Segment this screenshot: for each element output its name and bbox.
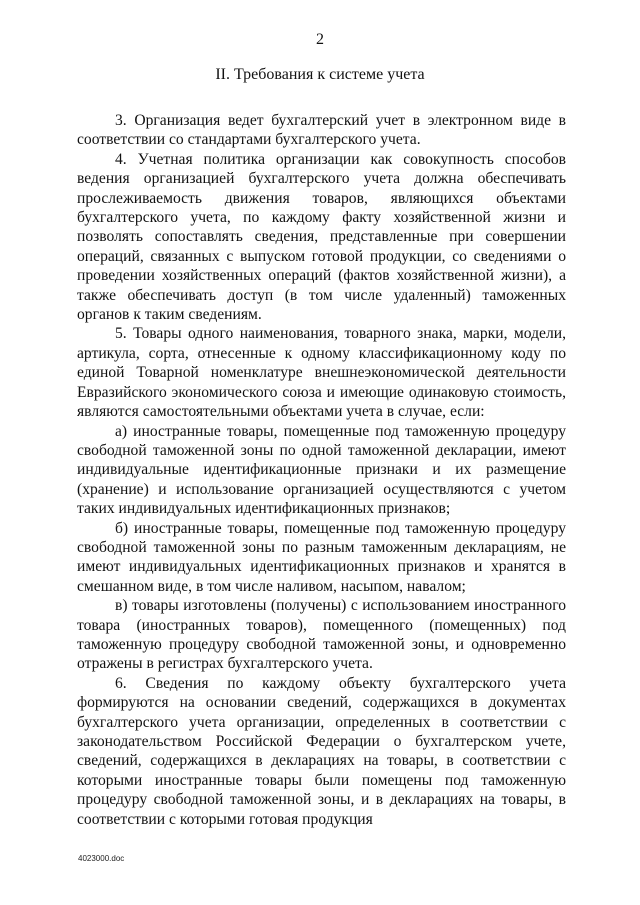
page-number: 2 (316, 31, 324, 48)
paragraph-5: 5. Товары одного наименования, товарного знака, марки, модели, артикула, сорта, отнесенные к одному классификационному коду по единой Товарной номенклатуре внешнеэкономической деятельности Евразийского экономического союза и имеющие одинаковую стоимость, являются самостоятельными объектами учета в случае, если: (77, 325, 566, 421)
paragraph-6: 6. Сведения по каждому объекту бухгалтерского учета формируются на основании сведений, содержащихся в документах бухгалтерского учета организации, определенных в соответствии с законодательством Российской Федерации о бухгалтерском учете, сведений, содержащихся в декларациях на товары, в соответствии с которыми иностранные товары были помещены под таможенную процедуру свободной таможенной зоны, и в декларациях на товары, в соответствии с которыми готовая продукция (77, 674, 566, 828)
section-title: II. Требования к системе учета (215, 66, 425, 83)
paragraph-5b: б) иностранные товары, помещенные под таможенную процедуру свободной таможенной зоны по разным таможенным декларациям, не имеют индивидуальных идентификационных признаков и хранятся в смешанном виде, в том числе наливом, насыпом, навалом; (77, 519, 566, 595)
paragraph-5a: а) иностранные товары, помещенные под таможенную процедуру свободной таможенной зоны по одной таможенной декларации, имеют индивидуальные идентификационные признаки и их размещение (хранение) и использование организацией осуществляются с учетом таких индивидуальных идентификационных признаков; (77, 422, 566, 518)
paragraph-4: 4. Учетная политика организации как совокупность способов ведения организацией бухгалтерского учета должна обеспечивать прослеживаемость движения товаров, являющихся объектами бухгалтерского учета, по каждому факту хозяйственной жизни и позволять сопоставлять сведения, представленные при совершении операций, связанных с выпуском готовой продукции, со сведениями о проведении хозяйственных операций (фактов хозяйственной жизни), а также обеспечивать доступ (в том числе удаленный) таможенных органов к таким сведениям. (77, 150, 566, 324)
paragraph-3: 3. Организация ведет бухгалтерский учет в электронном виде в соответствии со стандартами бухгалтерского учета. (77, 112, 566, 149)
file-name-footer: 4023000.doc (78, 854, 125, 863)
document-body (77, 111, 566, 829)
paragraph-5v: в) товары изготовлены (получены) с использованием иностранного товара (иностранных товаров), помещенного (помещенных) под таможенную процедуру свободной таможенной зоны, и одновременно отражены в регистрах бухгалтерского учета. (77, 597, 566, 673)
